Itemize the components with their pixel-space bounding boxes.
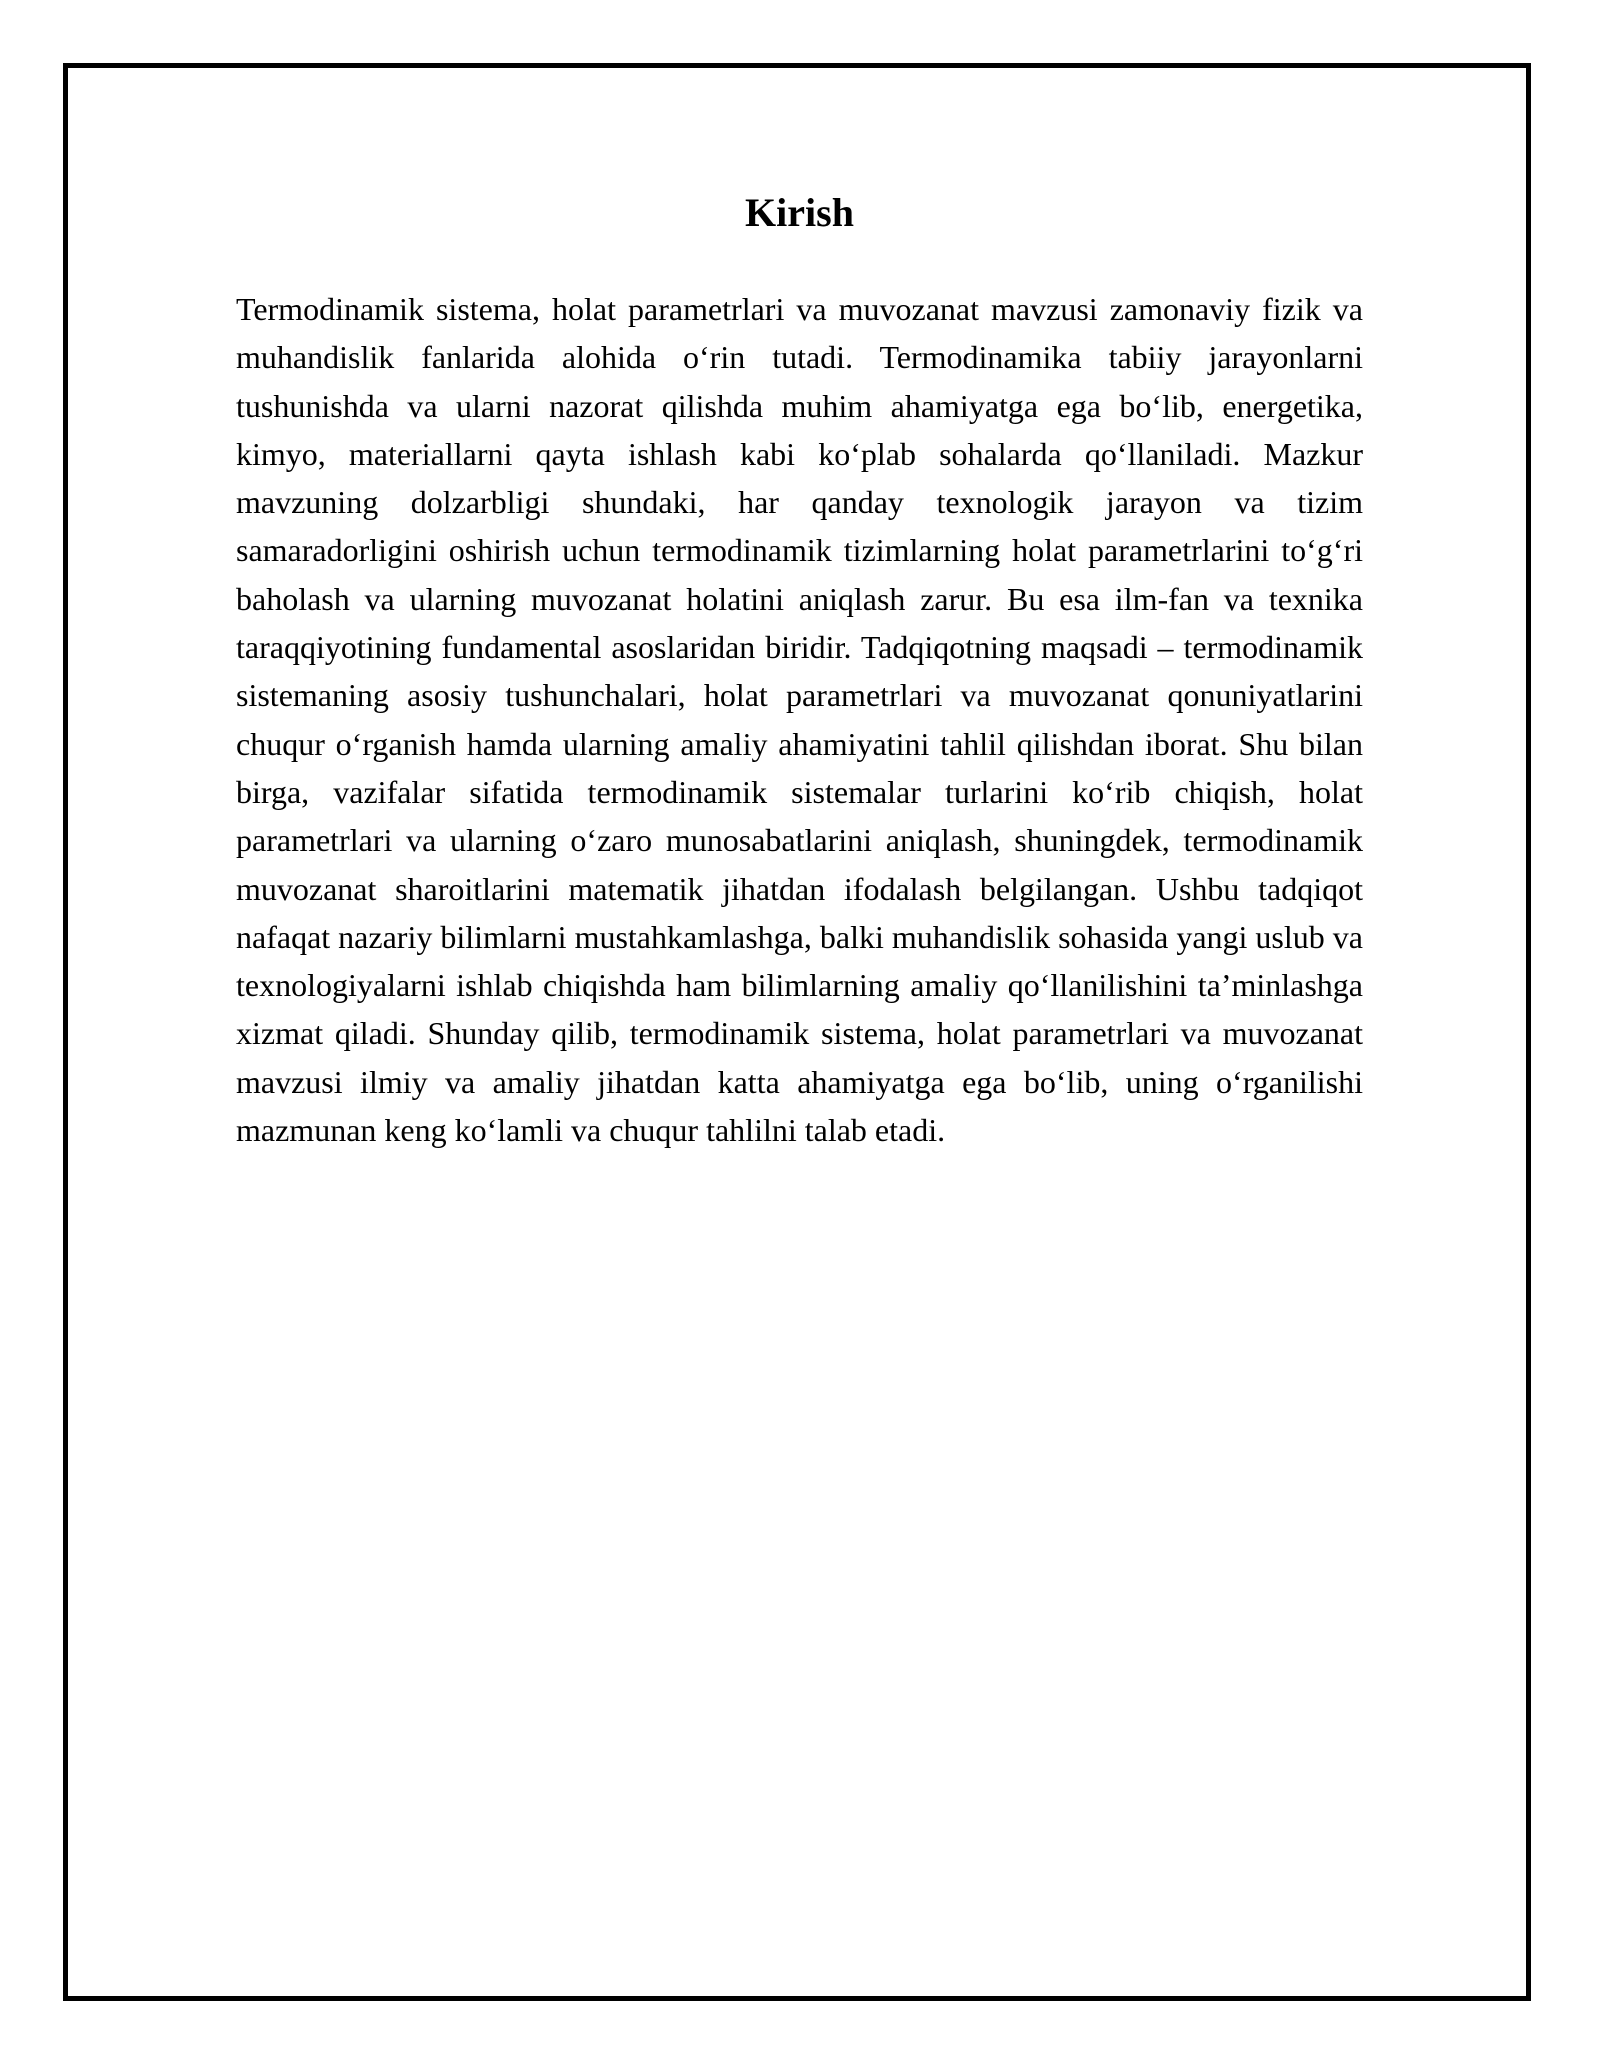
- page-title: Kirish: [745, 190, 854, 235]
- document-body: [236, 185, 1363, 1154]
- body-paragraph: Termodinamik sistema, holat parametrlari va muvozanat mavzusi zamonaviy fizik va muhandislik fanlarida alohida o‘rin tutadi. Termodinamika tabiiy jarayonlarni tushunishda va ularni nazorat qilishda muhim ahamiyatga ega bo‘lib, energetika, kimyo, materiallarni qayta ishlash kabi ko‘plab sohalarda qo‘llaniladi. Mazkur mavzuning dolzarbligi shundaki, har qanday texnologik jarayon va tizim samaradorligini oshirish uchun termodinamik tizimlarning holat parametrlarini to‘g‘ri baholash va ularning muvozanat holatini aniqlash zarur. Bu esa ilm-fan va texnika taraqqiyotining fundamental asoslaridan biridir. Tadqiqotning maqsadi – termodinamik sistemaning asosiy tushunchalari, holat parametrlari va muvozanat qonuniyatlarini chuqur o‘rganish hamda ularning amaliy ahamiyatini tahlil qilishdan iborat. Shu bilan birga, vazifalar sifatida termodinamik sistemalar turlarini ko‘rib chiqish, holat parametrlari va ularning o‘zaro munosabatlarini aniqlash, shuningdek, termodinamik muvozanat sharoitlarini matematik jihatdan ifodalash belgilangan. Ushbu tadqiqot nafaqat nazariy bilimlarni mustahkamlashga, balki muhandislik sohasida yangi uslub va texnologiyalarni ishlab chiqishda ham bilimlarning amaliy qo‘llanilishini ta’minlashga xizmat qiladi. Shunday qilib, termodinamik sistema, holat parametrlari va muvozanat mavzusi ilmiy va amaliy jihatdan katta ahamiyatga ega bo‘lib, uning o‘rganilishi mazmunan keng ko‘lamli va chuqur tahlilni talab etadi.: [236, 291, 1363, 1149]
